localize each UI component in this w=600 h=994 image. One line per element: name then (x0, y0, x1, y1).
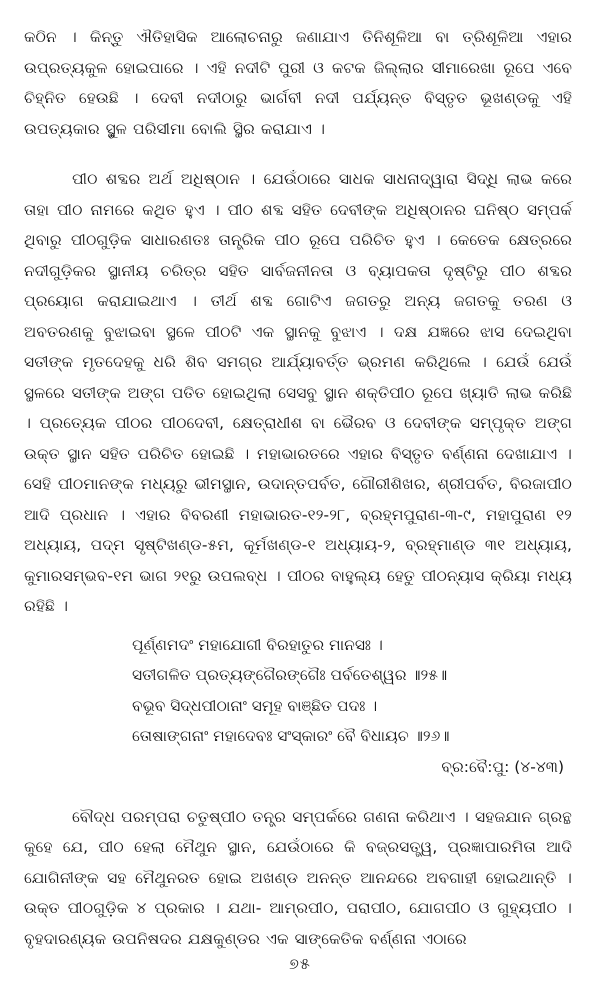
verse-line-3: ବଭୂବ ସିଦ୍ଧପୀଠାନାଂ ସମୂହ ବାଞ୍ଛିତ ପଦଃ । (132, 696, 378, 715)
verse-citation: ବ୍ର:ବୈ:ପୁ: (୪-୪୩) (441, 757, 564, 776)
sanskrit-verse (132, 630, 572, 752)
paragraph-gap (24, 144, 572, 164)
verse-line-2: ସତୀଗଳିତ ପ୍ରତ୍ୟଙ୍ଗୈରଙ୍ଗୈଃ ପର୍ବତେଶ୍ୱର ॥୨୫॥ (132, 666, 448, 684)
paragraph-gap (24, 782, 572, 802)
verse-line-4: ତୋଷାଙ୍ଗନାଂ ମହାଦେବଃ ସଂସ୍କାରଂ ବୈ ବିଧାୟଚ ॥୨୬॥ (132, 727, 450, 745)
verse-line-1: ପୂର୍ଣ୍ଣମଦଂ ମହାଯୋଗୀ ବିରହାତୁର ମାନସଃ । (132, 635, 383, 654)
paragraph-2: ପୀଠ ଶବ୍ଦର ଅର୍ଥ ଅଧିଷ୍ଠାନ । ଯେଉଁଠାରେ ସାଧକ ସାଧନାଦ୍ୱାରା ସିଦ୍ଧି ଲାଭ କରେ ତାହା ପୀଠ ନାମରେ କଥିତ ହୁଏ । ପୀଠ ଶବ୍ଦ ସହିତ ଦେବୀଙ୍କ ଅଧିଷ୍ଠାନର ଘନିଷ୍ଠ ସମ୍ପର୍କ ଥିବାରୁ ପୀଠଗୁଡ଼ିକ ସାଧାରଣତଃ ତାନ୍ତ୍ରିକ ପୀଠ ରୂପେ ପରିଚିତ ହୁଏ । କେତେକ କ୍ଷେତ୍ରରେ ନଦୀଗୁଡ଼ିକର ସ୍ଥାନୀୟ ଚରିତ୍ର ସହିତ ସାର୍ବଜନୀନତା ଓ ବ୍ୟାପକତା ଦୃଷ୍ଟିରୁ ପୀଠ ଶବ୍ଦର ପ୍ରୟୋଗ କରାଯାଇଥାଏ । ତୀର୍ଥ ଶବ୍ଦ ଗୋଟିଏ ଜଗତରୁ ଅନ୍ୟ ଜଗତକୁ ତରଣ ଓ ଅବତରଣକୁ ବୁଝାଇବା ସ୍ଥଳେ ପୀଠଟି ଏକ ସ୍ଥାନକୁ ବୁଝାଏ । ଦକ୍ଷ ଯଜ୍ଞରେ ଝାସ ଦେଇଥିବା ସତୀଙ୍କ ମୃତଦେହକୁ ଧରି ଶିବ ସମଗ୍ର ଆର୍ଯ୍ୟାବର୍ତ୍ତ ଭ୍ରମଣ କରିଥିଲେ । ଯେଉଁ ଯେଉଁ ସ୍ଥଳରେ ସତୀଙ୍କ ଅଙ୍ଗ ପତିତ ହୋଇଥିଲା ସେସବୁ ସ୍ଥାନ ଶକ୍ତିପୀଠ ରୂପେ ଖ୍ୟାତି ଲାଭ କରିଛି । ପ୍ରତ୍ୟେକ ପୀଠର ପୀଠଦେବୀ, କ୍ଷେତ୍ରାଧୀଶ ବା ଭୈରବ ଓ ଦେବୀଙ୍କ ସମ୍ପୃକ୍ତ ଅଙ୍ଗ ଉକ୍ତ ସ୍ଥାନ ସହିତ ପରିଚିତ ହୋଇଛି । ମହାଭାରତରେ ଏହାର ବିସ୍ତୃତ ବର୍ଣ୍ଣନା ଦେଖାଯାଏ । ସେହି ପୀଠମାନଙ୍କ ମଧ୍ୟରୁ ଭୀମସ୍ଥାନ, ଉଦାନ୍ତପର୍ବତ, ଗୌରୀଶିଖର, ଶ୍ରୀପର୍ବତ, ବିରଜାପୀଠ ଆଦି ପ୍ରଧାନ । ଏହାର ବିବରଣୀ ମହାଭାରତ-୧୨-୨୮, ବ୍ରହ୍ମପୁରାଣ-୩-୯, ମହାପୁରାଣ ୧୨ ଅଧ୍ୟାୟ, ପଦ୍ମ ସୃଷ୍ଟିଖଣ୍ଡ-୫ମ, କୂର୍ମଖଣ୍ଡ-୧ ଅଧ୍ୟାୟ-୨, ବ୍ରହ୍ମାଣ୍ଡ ୩୧ ଅଧ୍ୟାୟ, କୁମାରସମ୍ଭବ-୧ମ ଭାଗ ୨୧ରୁ ଉପଲବ୍ଧ । ପୀଠର ବାହୁଲ୍ୟ ହେତୁ ପୀଠନ୍ୟାସ କ୍ରିୟା ମଧ୍ୟ ରହିଛି । (24, 170, 572, 615)
paragraph-3: ବୌଦ୍ଧ ପରମ୍ପରା ଚତୁଷ୍ପୀଠ ତନ୍ତ୍ର ସମ୍ପର୍କରେ ଗଣନା କରିଥାଏ । ସହଜଯାନ ଗ୍ରନ୍ଥ କୁହେ ଯେ, ପୀଠ ହେଲା ମୈଥୁନ ସ୍ଥାନ, ଯେଉଁଠାରେ କି ବଜ୍ରସତ୍ତ୍ୱ, ପ୍ରଜ୍ଞାପାରମିତା ଆଦି ଯୋଗିନୀଙ୍କ ସହ ମୈଥୁନରତ ହୋଇ ଅଖଣ୍ଡ ଅନନ୍ତ ଆନନ୍ଦରେ ଅବଗାହୀ ହୋଇଥାନ୍ତି । ଉକ୍ତ ପୀଠଗୁଡ଼ିକ ୪ ପ୍ରକାର । ଯଥା- ଆମ୍ରପୀଠ, ପରାପୀଠ, ଯୋଗପୀଠ ଓ ଗୁହ୍ୟପୀଠ । ବୃହଦାରଣ୍ୟକ ଉପନିଷଦର ଯକ୍ଷକୁଣ୍ଡର ଏକ ସାଙ୍କେତିକ ବର୍ଣ୍ଣନା ଏଠାରେ (24, 807, 572, 948)
paragraph-1: କଠିନ । କିନ୍ତୁ ଐତିହାସିକ ଆଲୋଚନାରୁ ଜଣାଯାଏ ତିନିଶୂଳିଆ ବା ତ୍ରିଶୂଳିଆ ଏହାର ଉପ୍ରତ୍ୟକୁଳ ହୋଇପାରେ । ଏହି ନଦୀଟି ପୁରୀ ଓ କଟକ ଜିଲ୍ଲାର ସୀମାରେଖା ରୂପେ ଏବେ ଚିହ୍ନିତ ହେଉଛି । ଦେବୀ ନଦୀଠାରୁ ଭାର୍ଗବୀ ନଦୀ ପର୍ଯ୍ୟନ୍ତ ବିସ୍ତୃତ ଭୂଖଣ୍ଡକୁ ଏହି ଉପତ୍ୟକାର ସ୍ଥୁଳ ପରିସୀମା ବୋଲି ସ୍ଥିର କରାଯାଏ । (24, 28, 572, 138)
page-number: ୭୫ (289, 954, 311, 973)
